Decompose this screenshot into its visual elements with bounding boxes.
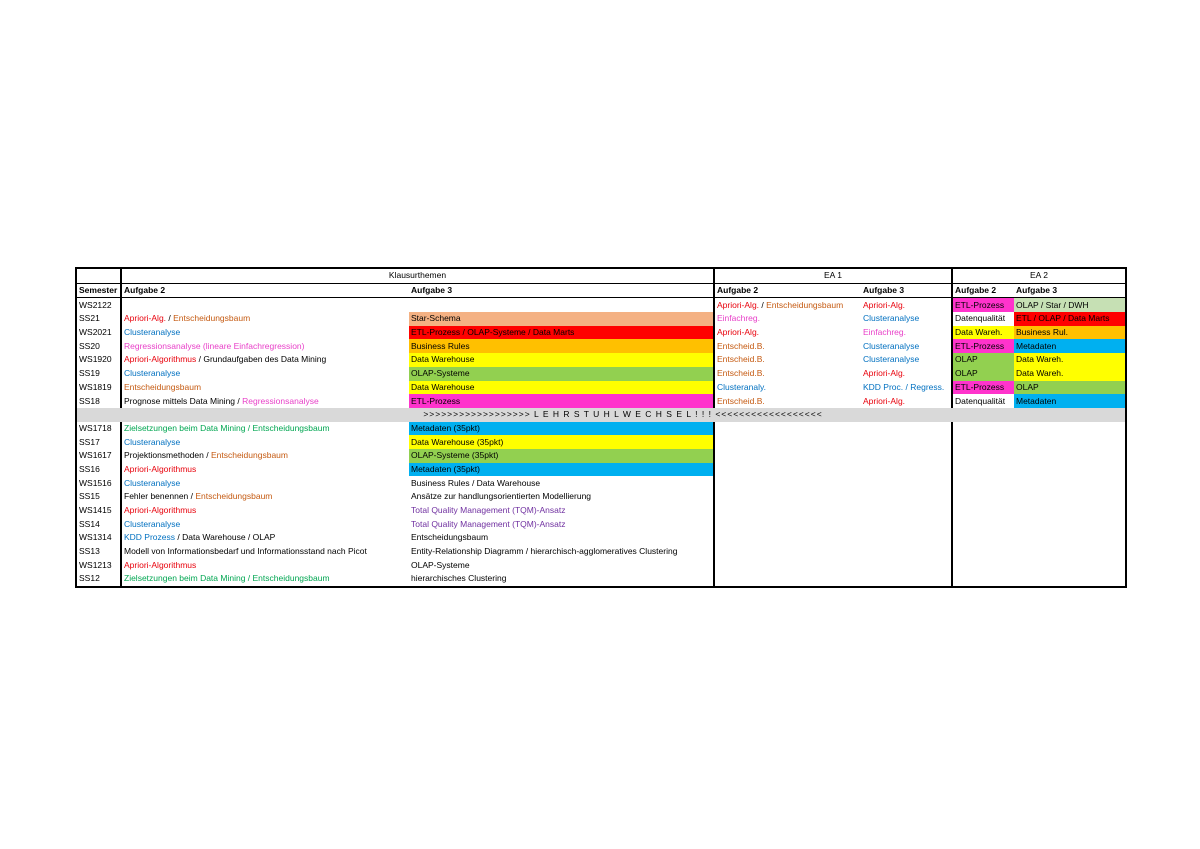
ea1-aufgabe3-cell: KDD Proc. / Regress. [861,381,952,395]
ea1-aufgabe3-cell: Clusteranalyse [861,353,952,367]
ea2-empty-cell [1014,504,1126,518]
topic-segment: Regressionsanalyse [242,395,319,406]
ea2-empty-cell [952,545,1014,559]
header-semester: Semester [76,283,121,298]
table-row [76,298,1126,312]
table-row [76,339,1126,353]
semester-cell: SS19 [76,367,121,381]
topic-segment: Entscheid.B. [717,368,765,379]
ea1-aufgabe2-cell [714,394,861,408]
topic-segment: Einfachreg. [717,313,760,324]
lehrstuhlwechsel-banner: >>>>>>>>>>>>>>>>>> L E H R S T U H L W E C H S E L ! ! ! <<<<<<<<<<<<<<<<<< [121,408,1126,422]
klausur-aufgabe2-cell [121,312,409,326]
ea1-empty-cell [861,545,952,559]
ea1-empty-cell [714,572,861,587]
topic-segment: Clusteranalyse [124,368,181,379]
topic-segment: Entscheid.B. [717,340,765,351]
ea2-empty-cell [952,531,1014,545]
topic-segment: Apriori-Alg. [717,327,760,338]
ea2-aufgabe2-cell: ETL-Prozess [952,381,1014,395]
klausur-aufgabe2-cell [121,504,409,518]
table-row [76,517,1126,531]
klausur-aufgabe3-cell: Entscheidungsbaum [409,531,714,545]
semester-cell: WS1819 [76,381,121,395]
klausur-aufgabe2-cell [121,381,409,395]
header-ea2-aufgabe3: Aufgabe 3 [1014,283,1126,298]
ea2-empty-cell [952,504,1014,518]
table-row [76,558,1126,572]
header-ea1: EA 1 [714,268,952,283]
klausur-aufgabe2-cell [121,394,409,408]
klausur-aufgabe2-cell [121,367,409,381]
header-corner [76,268,121,283]
topic-segment: Apriori-Alg. [124,313,167,324]
ea2-empty-cell [1014,422,1126,436]
topic-segment: Clusteranalyse [124,327,181,338]
ea1-aufgabe2-cell [714,367,861,381]
ea1-empty-cell [861,531,952,545]
semester-cell: SS15 [76,490,121,504]
klausur-aufgabe3-cell: Metadaten (35pkt) [409,463,714,477]
topic-segment: Clusteranalyse [124,477,181,488]
ea2-aufgabe2-cell: Datenqualität [955,395,1006,406]
klausur-aufgabe3-cell: hierarchisches Clustering [409,572,714,587]
table-row [76,476,1126,490]
ea2-empty-cell [952,558,1014,572]
ea2-aufgabe2-cell: ETL-Prozess [952,339,1014,353]
ea2-empty-cell [952,435,1014,449]
topic-segment: Clusteranalyse [124,518,181,529]
table-row [76,490,1126,504]
topic-segment: Clusteranalyse [124,436,181,447]
ea1-aufgabe3-cell: Apriori-Alg. [861,367,952,381]
topic-segment: Entscheid.B. [717,395,765,406]
klausur-aufgabe2-cell [121,545,409,559]
ea2-aufgabe3-cell: Business Rul. [1014,326,1126,340]
ea2-aufgabe2-cell: Data Wareh. [952,326,1014,340]
semester-cell: WS1718 [76,422,121,436]
table-row [76,435,1126,449]
ea2-empty-cell [952,422,1014,436]
klausur-aufgabe2-cell [121,435,409,449]
ea1-aufgabe3-cell: Apriori-Alg. [861,394,952,408]
table-row [76,463,1126,477]
ea1-aufgabe2-cell [714,381,861,395]
klausur-aufgabe2-cell [121,517,409,531]
ea1-empty-cell [714,435,861,449]
ea1-aufgabe2-cell [714,353,861,367]
topic-segment: Entscheidungsbaum [766,299,844,310]
header-k-aufgabe2: Aufgabe 2 [121,283,409,298]
klausur-aufgabe2-cell [121,298,409,312]
header-ea2: EA 2 [952,268,1126,283]
ea1-aufgabe2-cell [714,326,861,340]
semester-cell: SS14 [76,517,121,531]
klausur-aufgabe3-cell: Business Rules [409,339,714,353]
ea2-empty-cell [1014,545,1126,559]
ea2-empty-cell [1014,476,1126,490]
ea2-empty-cell [1014,449,1126,463]
klausur-aufgabe2-cell [121,353,409,367]
topic-segment: Zielsetzungen beim Data Mining / Entscheidungsbaum [124,422,330,433]
klausur-aufgabe2-cell [121,463,409,477]
ea1-aufgabe3-cell: Clusteranalyse [861,312,952,326]
semester-cell: WS1920 [76,353,121,367]
klausur-aufgabe2-cell [121,531,409,545]
ea2-empty-cell [952,572,1014,587]
semester-cell: SS13 [76,545,121,559]
semester-cell: SS17 [76,435,121,449]
klausur-aufgabe3-cell: Ansätze zur handlungsorientierten Modellierung [409,490,714,504]
ea2-aufgabe2-cell: ETL-Prozess [952,298,1014,312]
header-ea2-aufgabe2: Aufgabe 2 [952,283,1014,298]
semester-cell: WS2021 [76,326,121,340]
ea1-empty-cell [714,490,861,504]
semester-cell: WS1415 [76,504,121,518]
ea1-empty-cell [861,435,952,449]
ea1-empty-cell [714,558,861,572]
ea1-empty-cell [861,463,952,477]
topic-segment: Entscheidungsbaum [195,491,273,502]
klausur-aufgabe3-cell: Total Quality Management (TQM)-Ansatz [409,504,714,518]
klausur-aufgabe2-cell [121,476,409,490]
ea2-aufgabe2-cell: OLAP [952,367,1014,381]
ea1-empty-cell [714,545,861,559]
header-k-aufgabe3: Aufgabe 3 [409,283,714,298]
ea2-aufgabe2-cell: OLAP [952,353,1014,367]
topic-segment: Entscheidungsbaum [124,381,202,392]
semester-cell: WS1516 [76,476,121,490]
ea1-aufgabe2-cell [714,312,861,326]
klausur-aufgabe3-cell: Data Warehouse (35pkt) [409,435,714,449]
ea2-aufgabe3-cell: OLAP / Star / DWH [1014,298,1126,312]
ea1-empty-cell [861,504,952,518]
topic-segment: Projektionsmethoden / [124,450,211,461]
klausur-aufgabe2-cell [121,490,409,504]
klausur-aufgabe3-cell: Data Warehouse [409,353,714,367]
ea2-aufgabe2-cell: Datenqualität [955,313,1006,324]
semester-cell: SS16 [76,463,121,477]
ea2-empty-cell [1014,531,1126,545]
topic-segment: / Grundaufgaben des Data Mining [196,354,327,365]
ea2-empty-cell [952,463,1014,477]
semester-cell: SS21 [76,312,121,326]
klausur-aufgabe2-cell [121,449,409,463]
ea2-empty-cell [952,517,1014,531]
topic-segment: / [166,313,174,324]
topic-segment: Entscheidungsbaum [173,313,251,324]
ea1-aufgabe2-cell [714,339,861,353]
semester-cell: WS1617 [76,449,121,463]
table-row [76,504,1126,518]
ea2-aufgabe3-cell: Metadaten [1014,339,1126,353]
ea1-empty-cell [861,476,952,490]
klausur-aufgabe3-cell: Star-Schema [409,312,714,326]
ea1-empty-cell [861,572,952,587]
ea1-empty-cell [861,558,952,572]
topic-segment: Clusteranaly. [717,381,766,392]
klausur-aufgabe2-cell [121,572,409,587]
topic-segment: Prognose mittels Data Mining [124,395,236,406]
ea2-aufgabe3-cell: ETL / OLAP / Data Marts [1014,312,1126,326]
header-klausurthemen: Klausurthemen [121,268,714,283]
klausur-aufgabe3-cell: OLAP-Systeme [409,367,714,381]
table-row [76,353,1126,367]
klausur-aufgabe3-cell: OLAP-Systeme (35pkt) [409,449,714,463]
topic-segment: / [235,395,243,406]
topic-segment: Apriori-Algorithmus [124,463,197,474]
table-row [76,381,1126,395]
klausur-aufgabe3-cell: Data Warehouse [409,381,714,395]
topic-segment: / [759,299,767,310]
ea1-aufgabe3-cell: Clusteranalyse [861,339,952,353]
ea2-empty-cell [952,490,1014,504]
table-row [76,572,1126,587]
klausur-aufgabe3-cell: Business Rules / Data Warehouse [409,476,714,490]
ea1-empty-cell [714,476,861,490]
klausur-aufgabe3-cell [409,298,714,312]
ea2-empty-cell [1014,463,1126,477]
ea2-empty-cell [952,449,1014,463]
topic-segment: Apriori-Algorithmus [124,505,197,516]
klausur-aufgabe2-cell [121,422,409,436]
klausur-aufgabe3-cell: Total Quality Management (TQM)-Ansatz [409,517,714,531]
topic-segment: KDD Prozess [124,532,176,543]
ea1-empty-cell [861,517,952,531]
klausur-table [75,267,1127,588]
table-row [76,422,1126,436]
klausur-aufgabe3-cell: OLAP-Systeme [409,558,714,572]
table-row [76,367,1126,381]
topic-segment: Apriori-Algorithmus [124,354,197,365]
ea1-empty-cell [714,517,861,531]
klausur-aufgabe2-cell [121,339,409,353]
klausur-aufgabe3-cell: ETL-Prozess / OLAP-Systeme / Data Marts [409,326,714,340]
header-ea1-aufgabe2: Aufgabe 2 [714,283,861,298]
ea1-empty-cell [861,422,952,436]
header-ea1-aufgabe3: Aufgabe 3 [861,283,952,298]
ea2-empty-cell [1014,435,1126,449]
topic-segment: Regressionsanalyse (lineare Einfachregression) [124,340,305,351]
semester-cell: SS18 [76,394,121,408]
ea2-empty-cell [1014,490,1126,504]
topic-segment: Entscheid.B. [717,354,765,365]
semester-cell: WS2122 [76,298,121,312]
topic-segment: Zielsetzungen beim Data Mining / Entscheidungsbaum [124,573,330,584]
klausur-aufgabe3-cell: Entity-Relationship Diagramm / hierarchisch-agglomeratives Clustering [409,545,714,559]
ea1-aufgabe2-cell [714,298,861,312]
ea2-aufgabe3-cell: OLAP [1014,381,1126,395]
ea2-empty-cell [1014,517,1126,531]
ea2-aufgabe3-cell: Data Wareh. [1014,353,1126,367]
ea1-aufgabe3-cell: Einfachreg. [861,326,952,340]
ea1-empty-cell [714,463,861,477]
table-row [76,545,1126,559]
ea1-aufgabe3-cell: Apriori-Alg. [861,298,952,312]
ea1-empty-cell [714,504,861,518]
klausur-aufgabe2-cell [121,558,409,572]
header-row-1 [76,268,1126,283]
semester-cell: WS1213 [76,558,121,572]
table-row [76,326,1126,340]
semester-cell: SS12 [76,572,121,587]
ea1-empty-cell [861,490,952,504]
topic-segment: Entscheidungsbaum [210,450,288,461]
separator-cell [76,408,121,422]
ea2-aufgabe3-cell: Metadaten [1014,394,1126,408]
klausur-aufgabe3-cell: Metadaten (35pkt) [409,422,714,436]
klausur-aufgabe2-cell [121,326,409,340]
table-row [76,312,1126,326]
ea1-empty-cell [861,449,952,463]
table-row [76,531,1126,545]
ea2-empty-cell [1014,558,1126,572]
topic-segment: Apriori-Algorithmus [124,559,197,570]
ea2-empty-cell [1014,572,1126,587]
topic-segment: / Data Warehouse / OLAP [175,532,276,543]
header-row-2 [76,283,1126,298]
ea1-empty-cell [714,449,861,463]
semester-cell: WS1314 [76,531,121,545]
semester-cell: SS20 [76,339,121,353]
ea2-empty-cell [952,476,1014,490]
table-row [76,449,1126,463]
klausur-aufgabe3-cell: ETL-Prozess [409,394,714,408]
ea1-empty-cell [714,531,861,545]
topic-segment: Fehler benennen / [124,491,196,502]
ea1-empty-cell [714,422,861,436]
ea2-aufgabe3-cell: Data Wareh. [1014,367,1126,381]
topic-segment: Modell von Informationsbedarf und Informationsstand nach Picot [124,546,367,557]
table-row [76,394,1126,408]
topic-segment: Apriori-Alg. [717,299,760,310]
separator-row [76,408,1126,422]
